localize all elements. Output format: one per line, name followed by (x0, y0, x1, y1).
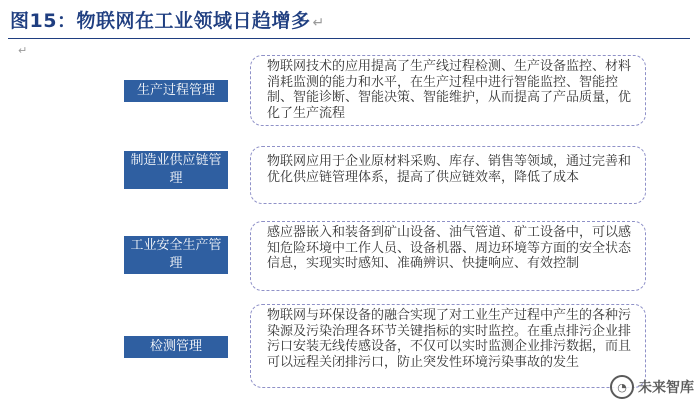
category-label-safety: 工业安全生产管理 (124, 236, 228, 274)
description-text: 物联网应用于企业原材料采购、库存、销售等领域，通过完善和优化供应链管理体系，提高了供应链效率，降低了成本 (267, 154, 632, 185)
description-text: 感应器嵌入和装备到矿山设备、油气管道、矿工设备中，可以感知危险环境中工作人员、设备机器、周边环境等方面的安全状态信息，实现实时感知、准确辨识、快捷响应、有效控制 (267, 225, 632, 271)
description-box-supply-chain (250, 146, 646, 204)
figure-title: 图15：物联网在工业领域日趋增多 ↵ (10, 10, 325, 32)
category-label-production: 生产过程管理 (124, 80, 228, 102)
description-box-monitoring (250, 304, 646, 388)
description-text: 物联网技术的应用提高了生产线过程检测、生产设备监控、材料消耗监测的能力和水平，在生产过程中进行智能监控、智能控制、智能诊断、智能决策、智能维护，从而提高了产品质量，优化了生产流程 (267, 59, 632, 121)
category-label-supply-chain: 制造业供应链管理 (124, 151, 228, 189)
description-box-safety (250, 221, 646, 291)
watermark (610, 375, 694, 399)
paragraph-mark: ↵ (312, 15, 325, 31)
paragraph-mark: ↵ (18, 44, 28, 57)
category-label-monitoring: 检测管理 (124, 336, 228, 358)
description-text: 物联网与环保设备的融合实现了对工业生产过程中产生的各种污染源及污染治理各环节关键指标的实时监控。在重点排污企业排污口安装无线传感设备，不仅可以实时监测企业排污数据，而且可以远程关闭排污口，防止突发性环境污染事故的发生 (267, 308, 632, 370)
wechat-icon: ◔ (610, 375, 634, 399)
title-rule (8, 38, 690, 39)
watermark-text: 未来智库 (638, 380, 694, 396)
description-box-production (250, 55, 646, 126)
